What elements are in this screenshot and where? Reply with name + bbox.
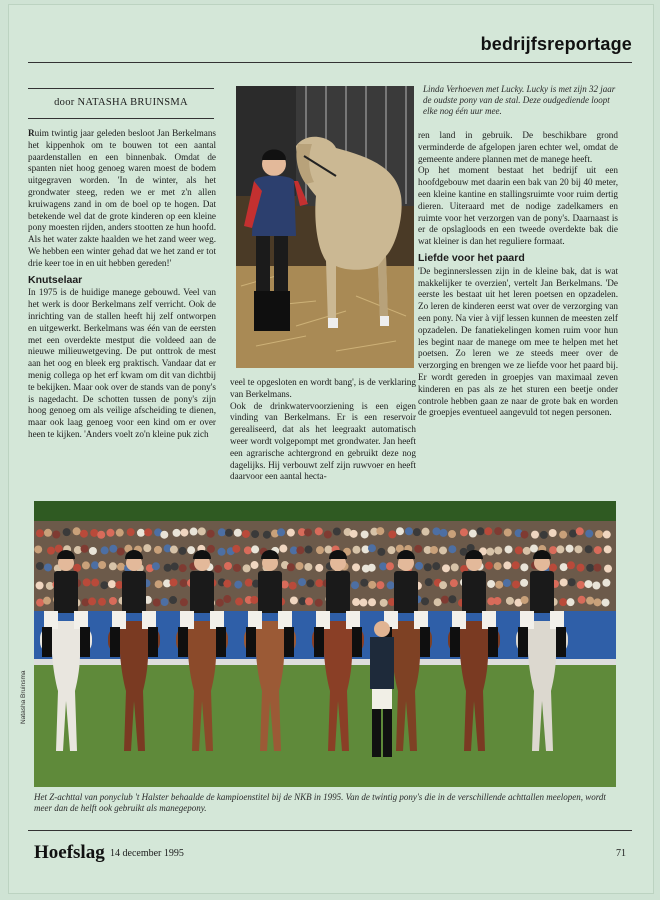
byline-rule-bottom — [28, 118, 214, 119]
photo-ponyclub-team-illustration — [34, 501, 616, 787]
byline-rule-top — [28, 88, 214, 89]
article-column-3 — [418, 130, 618, 419]
article-column-2 — [230, 377, 416, 483]
caption-bottom-photo: Het Z-achttal van ponyclub 't Halster behaalde de kampioenstitel bij de NKB in 1995. Van de twintig pony's die in de verschillende achttallen meelopen, wordt meer dan de helft ook gebruikt als manegepony. — [34, 792, 606, 813]
magazine-page — [8, 4, 654, 894]
subhead-liefde: Liefde voor het paard — [418, 251, 525, 264]
section-label: bedrijfsreportage — [480, 34, 632, 54]
paragraph-5: ren land in gebruik. De beschikbare grond verminderde de afgelopen jaren echter wel, omdat de gemeente andere plannen met de manege heeft. — [418, 130, 618, 164]
bottom-rule — [28, 830, 632, 831]
caption-top-photo: Linda Verhoeven met Lucky. Lucky is met zijn 32 jaar de oudste pony van de stal. Deze oudgediende loopt elke nog één uur mee. — [423, 84, 616, 116]
paragraph-4: Ook de drinkwatervoorziening is een eigen vinding van Berkelmans. Er is een reservoir gerealiseerd, dat als het leegraakt automatisch weer wordt volgepompt met grondwater. Jan heeft een agrarische achtergrond en gebruikt deze nog dagelijks. Hij verbouwt zelf zijn ruwvoer en heeft daarvoor een aantal hecta- — [230, 400, 416, 482]
top-rule — [28, 62, 632, 63]
photo-ponyclub-team — [34, 501, 616, 787]
page-number: 71 — [616, 848, 626, 859]
paragraph-intro — [28, 128, 216, 270]
magazine-logo: Hoefslag — [34, 842, 105, 863]
photo-credit: Natasha Bruinsma — [20, 670, 27, 724]
photo-girl-with-pony — [236, 86, 414, 368]
article-column-1 — [28, 128, 216, 441]
subhead-knutselaar: Knutselaar — [28, 273, 83, 286]
issue-date: 14 december 1995 — [110, 848, 184, 859]
paragraph-6: Op het moment bestaat het bedrijf uit een hoofdgebouw met daarin een bak van 20 bij 40 meter, een kleine kantine en stallingsruimte voor ruim dertig dieren. Uiteraard met de nodige zadelkamers en ruimte voor het verzorgen van de pony's. Daarnaast is er de opslagloods en een tweede overdekte bak die wat kleiner is dan het reguliere formaat. — [418, 165, 618, 247]
photo-girl-with-pony-illustration — [236, 86, 414, 368]
byline: door NATASHA BRUINSMA — [54, 97, 188, 108]
drop-cap: R — [28, 128, 35, 138]
paragraph-intro-text: uim twintig jaar geleden besloot Jan Berkelmans het kippenhok om te bouwen tot een aantal paardenstallen en een binnenbak. Omdat de spanten niet hoog genoeg waren moest de bodem uitgegraven worden. 'In de winter, als het grondwater steeg, reden we er met z'n allen kruiwagens zand in om de boel op te hogen. Dat betekende wel dat de grote kinderen op een kleine pony moesten rijden, anders stootten ze hun hoofd. Als het water zakte haalden we het zand weer weg. We hebben een winter gehad dat we het zand er tot drie keer toe in en uit hebben gereden!' — [28, 128, 216, 268]
paragraph-3: veel te opgesloten en wordt bang', is de verklaring van Berkelmans. — [230, 377, 416, 399]
paragraph-7: 'De beginnerslessen zijn in de kleine bak, dat is wat makkelijker te overzien', vertelt Jan Berkelmans. 'De eerste les bestaat uit het leren poetsen en opzadelen. Zo leren de kinderen eerst wat over de verzorging van een pony. Na vier à vijf lessen kunnen de meesten zelf opzadelen. De fanatiekelingen komen ruim voor hun les begint naar de manege om mee te helpen met het poetsen. Zo leren we ze steeds meer over de verzorging en brengen we ze liefde voor het paard bij. Er wordt gereden in groepjes van maximaal zeven kinderen en pas als ze het sturen een beetje onder controle hebben gaan ze naar de grote bak en worden de groepjes eventueel aangevuld tot negen personen. — [418, 265, 618, 418]
paragraph-2: In 1975 is de huidige manege gebouwd. Veel van het werk is door Berkelmans zelf verricht. Ook de inrichting van de stallen heeft hij zelf ontworpen en uitgewerkt. Berkelmans was één van de eersten met een overdekte mestput die voldeed aan de nieuwe milieuwetgeving. De put onttrok de mest aan het oog en bleek erg praktisch. Vandaar dat er menig collega op het erf kwam om dit van dichtbij te bekijken. Maar ook over de stands van de pony's is nagedacht. De schotten tussen de pony's zijn hoog genoeg om als veilige afscheiding te dienen, maar ook laag genoeg voor een kind om er over heen te kijken. 'Anders voelt zo'n kleine puk zich — [28, 287, 216, 439]
